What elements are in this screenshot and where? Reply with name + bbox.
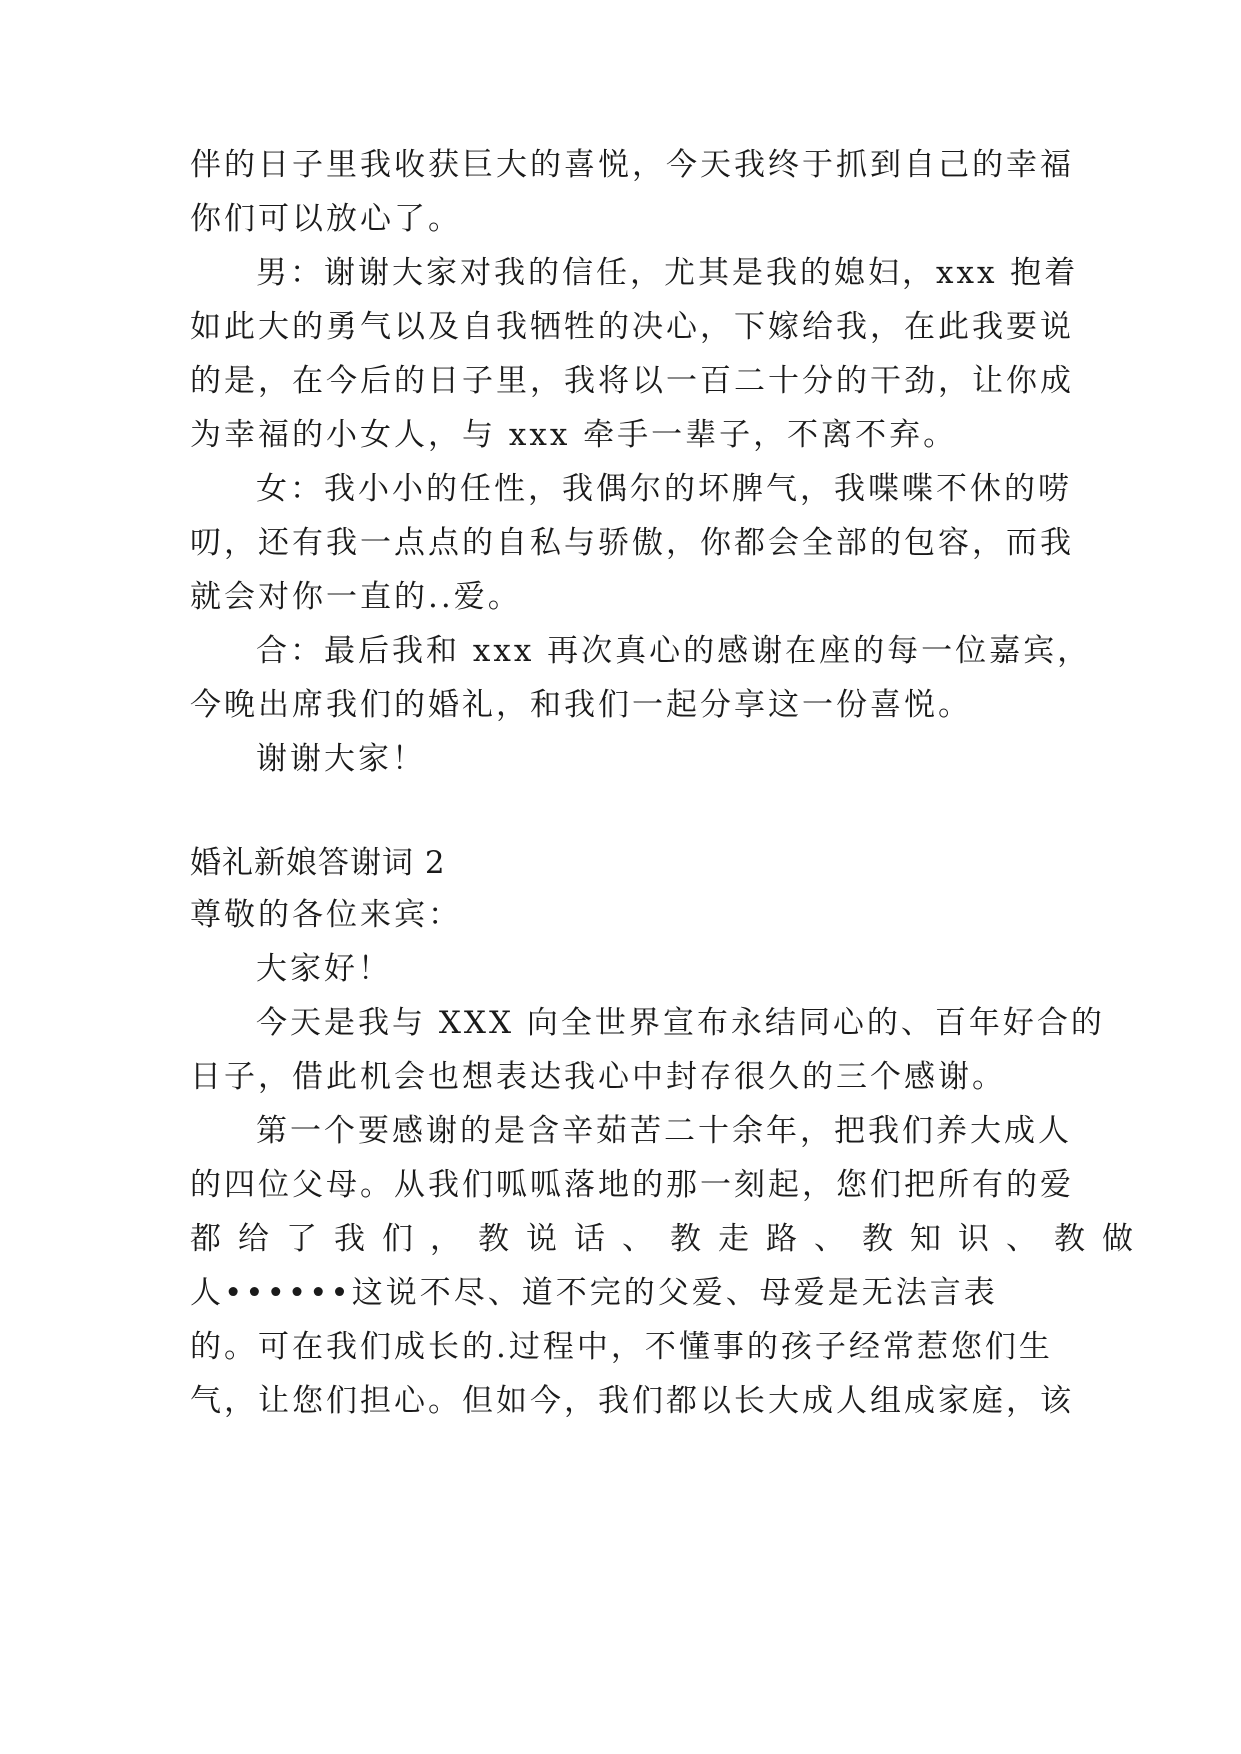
text-line: 第一个要感谢的是含辛茹苦二十余年，把我们养大成人	[256, 1113, 1072, 1149]
text-line: 的是，在今后的日子里，我将以一百二十分的干劲，让你成	[190, 363, 1074, 399]
text-line: 伴的日子里我收获巨大的喜悦，今天我终于抓到自己的幸福	[190, 147, 1074, 183]
text-line: 就会对你一直的..爱。	[190, 579, 522, 615]
text-line: 气，让您们担心。但如今，我们都以长大成人组成家庭，该	[190, 1383, 1074, 1419]
text-line: 女：我小小的任性，我偶尔的坏脾气，我喋喋不休的唠	[256, 471, 1072, 507]
text-line: 男：谢谢大家对我的信任，尤其是我的媳妇，xxx 抱着	[256, 255, 1079, 291]
text-line: 为幸福的小女人，与 xxx 牵手一辈子，不离不弃。	[190, 417, 958, 453]
text-line: 都给了我们，教说话、教走路、教知识、教做	[190, 1221, 1150, 1257]
text-line: 叨，还有我一点点的自私与骄傲，你都会全部的包容，而我	[190, 525, 1074, 561]
text-line: 如此大的勇气以及自我牺牲的决心，下嫁给我，在此我要说	[190, 309, 1074, 345]
text-line: 你们可以放心了。	[190, 201, 462, 237]
text-line: 人••••••这说不尽、道不完的父爱、母爱是无法言表	[190, 1275, 998, 1311]
text-line: 谢谢大家！	[256, 741, 426, 777]
text-line: 的。可在我们成长的.过程中，不懂事的孩子经常惹您们生	[190, 1329, 1053, 1365]
text-line: 今天是我与 XXX 向全世界宣布永结同心的、百年好合的	[256, 1005, 1105, 1041]
text-line: 的四位父母。从我们呱呱落地的那一刻起，您们把所有的爱	[190, 1167, 1074, 1203]
salutation: 尊敬的各位来宾：	[190, 897, 462, 933]
text-line: 今晚出席我们的婚礼，和我们一起分享这一份喜悦。	[190, 687, 972, 723]
text-line: 日子，借此机会也想表达我心中封存很久的三个感谢。	[190, 1059, 1006, 1095]
section-heading: 婚礼新娘答谢词 2	[190, 845, 446, 881]
greeting: 大家好！	[256, 951, 392, 987]
text-line: 合：最后我和 xxx 再次真心的感谢在座的每一位嘉宾，	[256, 633, 1092, 669]
